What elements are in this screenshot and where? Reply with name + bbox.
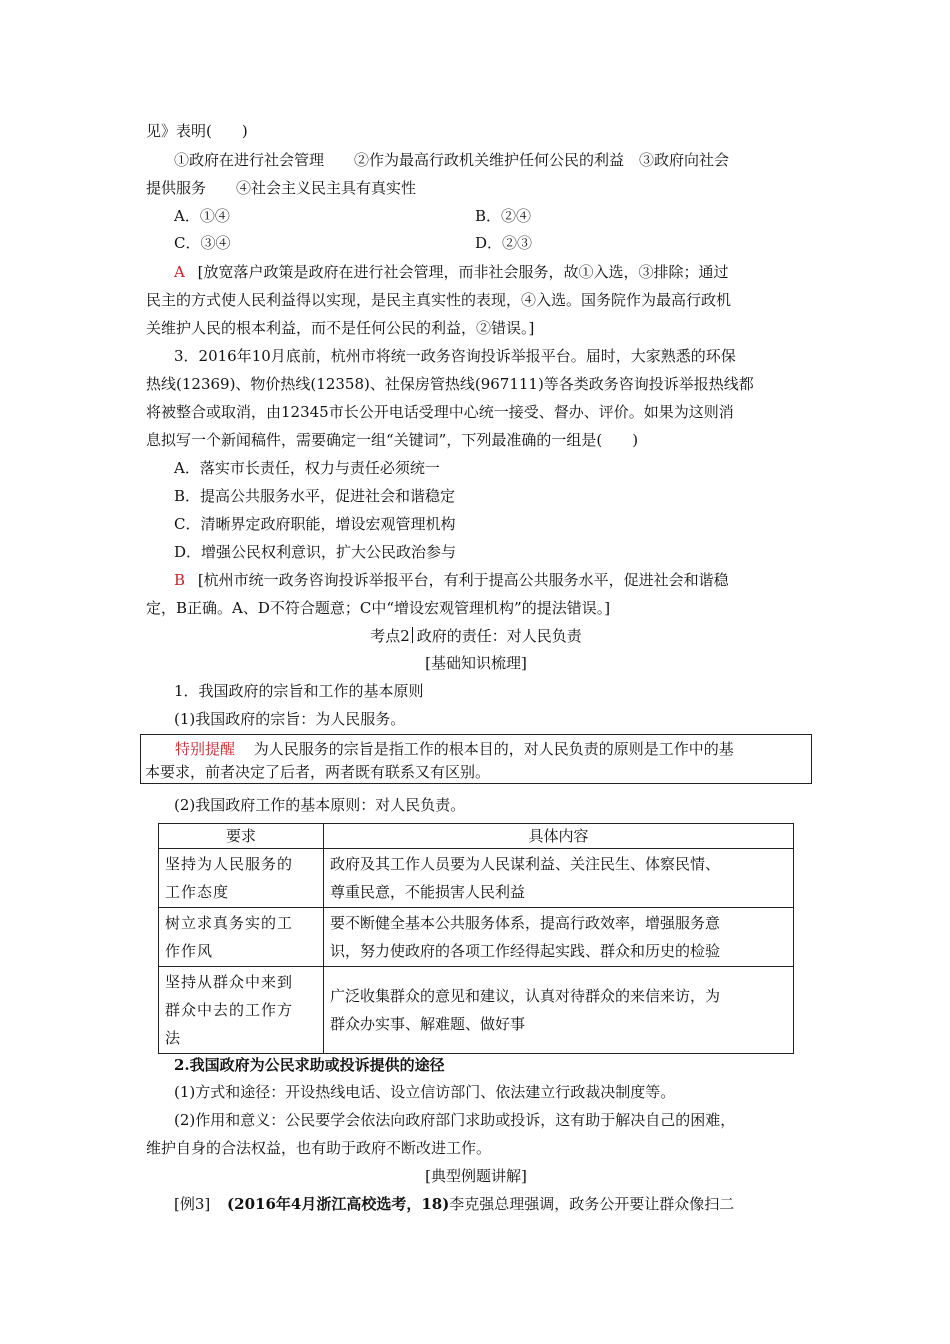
cell-line: 工作态度 — [165, 883, 230, 901]
question-3-text: 热线(12369)、物价热线(12358)、社保房管热线(967111)等各类政务咨询投诉举报热线都 — [146, 375, 754, 393]
tip-text: 为人民服务的宗旨是指工作的根本目的，对人民负责的原则是工作中的基 — [253, 740, 734, 758]
point-text: (1)方式和途径：开设热线电话、设立信访部门、依法建立行政裁决制度等。 — [174, 1083, 676, 1101]
cell-line: 识，努力使政府的各项工作经得起实践、群众和历史的检验 — [330, 942, 721, 960]
example-source: (2016年4月浙江高校选考，18) — [227, 1195, 450, 1213]
section-heading — [146, 626, 806, 646]
subsection-heading: [基础知识梳理] — [425, 654, 527, 672]
question-3: 3．2016年10月底前，杭州市将统一政务咨询投诉举报平台。届时，大家熟悉的环保 — [174, 347, 736, 365]
cell-line: 作作风 — [165, 942, 214, 960]
cell-line: 坚持为人民服务的 — [165, 855, 294, 873]
answer-explanation — [174, 570, 729, 590]
subsection-heading: [典型例题讲解] — [425, 1167, 527, 1185]
cell-line: 树立求真务实的工 — [165, 914, 294, 932]
point-text: (2)我国政府工作的基本原则：对人民负责。 — [174, 796, 466, 814]
cell-line: 法 — [165, 1029, 182, 1047]
cell-line: 广泛收集群众的意见和建议，认真对待群众的来信来访，为 — [330, 987, 721, 1005]
statement-line: 提供服务 ④社会主义民主具有真实性 — [146, 179, 417, 197]
answer-text: 关维护人民的根本利益，而不是任何公民的利益，②错误。] — [146, 319, 535, 337]
point-text: 维护自身的合法权益，也有助于政府不断改进工作。 — [146, 1139, 492, 1157]
point-text: (1)我国政府的宗旨：为人民服务。 — [174, 710, 406, 728]
table-cell — [159, 908, 324, 967]
answer-text: 定，B正确。A、D不符合题意；C中“增设宏观管理机构”的提法错误。] — [146, 599, 611, 617]
point-heading: 1．我国政府的宗旨和工作的基本原则 — [174, 682, 424, 700]
tip-line — [175, 739, 734, 759]
table-header-row — [159, 824, 794, 849]
option-d: D．②③ — [475, 234, 533, 252]
point-text: (2)作用和意义：公民要学会依法向政府部门求助或投诉，这有助于解决自己的困难， — [174, 1111, 736, 1129]
statement-line: ①政府在进行社会管理 ②作为最高行政机关维护任何公民的利益 ③政府向社会 — [174, 151, 730, 169]
question-3-text: 息拟写一个新闻稿件，需要确定一组“关键词”，下列最准确的一组是( ) — [146, 431, 639, 449]
option-b: B．提高公共服务水平，促进社会和谐稳定 — [174, 487, 456, 505]
question-3-text: 将被整合或取消，由12345市长公开电话受理中心统一接受、督办、评价。如果为这则消 — [146, 403, 734, 421]
example-3 — [174, 1194, 734, 1214]
tip-text: 本要求，前者决定了后者，两者既有联系又有区别。 — [145, 763, 491, 781]
table-cell — [159, 849, 324, 908]
option-c: C．③④ — [174, 234, 231, 252]
table-row — [159, 908, 794, 967]
cell-line: 群众中去的工作方 — [165, 1001, 294, 1019]
option-b: B．②④ — [475, 207, 532, 225]
cell-line: 要不断健全基本公共服务体系，提高行政效率，增强服务意 — [330, 914, 721, 932]
option-c: C．清晰界定政府职能，增设宏观管理机构 — [174, 515, 456, 533]
answer-text: [放宽落户政策是政府在进行社会管理，而非社会服务，故①入选，③排除；通过 — [197, 263, 729, 281]
example-label: [例3] — [174, 1195, 211, 1213]
principle-table — [158, 823, 794, 1054]
table-row — [159, 967, 794, 1054]
answer-text: 民主的方式使人民利益得以实现，是民主真实性的表现，④入选。国务院作为最高行政机 — [146, 291, 732, 309]
cell-line: 尊重民意，不能损害人民利益 — [330, 883, 526, 901]
cell-line: 政府及其工作人员要为人民谋利益、关注民生、体察民情、 — [330, 855, 721, 873]
tip-box — [140, 734, 812, 784]
kaodian-label: 考点2 — [370, 627, 410, 645]
tip-label: 特别提醒 — [175, 740, 236, 758]
cell-line: 群众办实事、解难题、做好事 — [330, 1015, 526, 1033]
cell-line: 坚持从群众中来到 — [165, 973, 294, 991]
option-a: A．落实市长责任，权力与责任必须统一 — [174, 459, 440, 477]
table-cell — [159, 967, 324, 1054]
table-header: 要求 — [159, 824, 324, 849]
answer-letter: A — [174, 263, 185, 281]
point-heading: 2.我国政府为公民求助或投诉提供的途径 — [174, 1056, 445, 1074]
answer-letter: B — [174, 571, 186, 589]
table-header: 具体内容 — [324, 824, 794, 849]
separator-bar — [412, 627, 413, 643]
example-text: 李克强总理强调，政务公开要让群众像扫二 — [449, 1195, 735, 1213]
table-row — [159, 849, 794, 908]
table-cell — [324, 849, 794, 908]
answer-explanation — [174, 262, 728, 282]
table-cell — [324, 967, 794, 1054]
answer-text: [杭州市统一政务咨询投诉举报平台，有利于提高公共服务水平，促进社会和谐稳 — [197, 571, 729, 589]
question-tail: 见》表明( ) — [146, 122, 248, 140]
option-a: A．①④ — [174, 207, 230, 225]
option-d: D．增强公民权利意识，扩大公民政治参与 — [174, 543, 457, 561]
kaodian-title: 政府的责任：对人民负责 — [416, 627, 582, 645]
table-cell — [324, 908, 794, 967]
